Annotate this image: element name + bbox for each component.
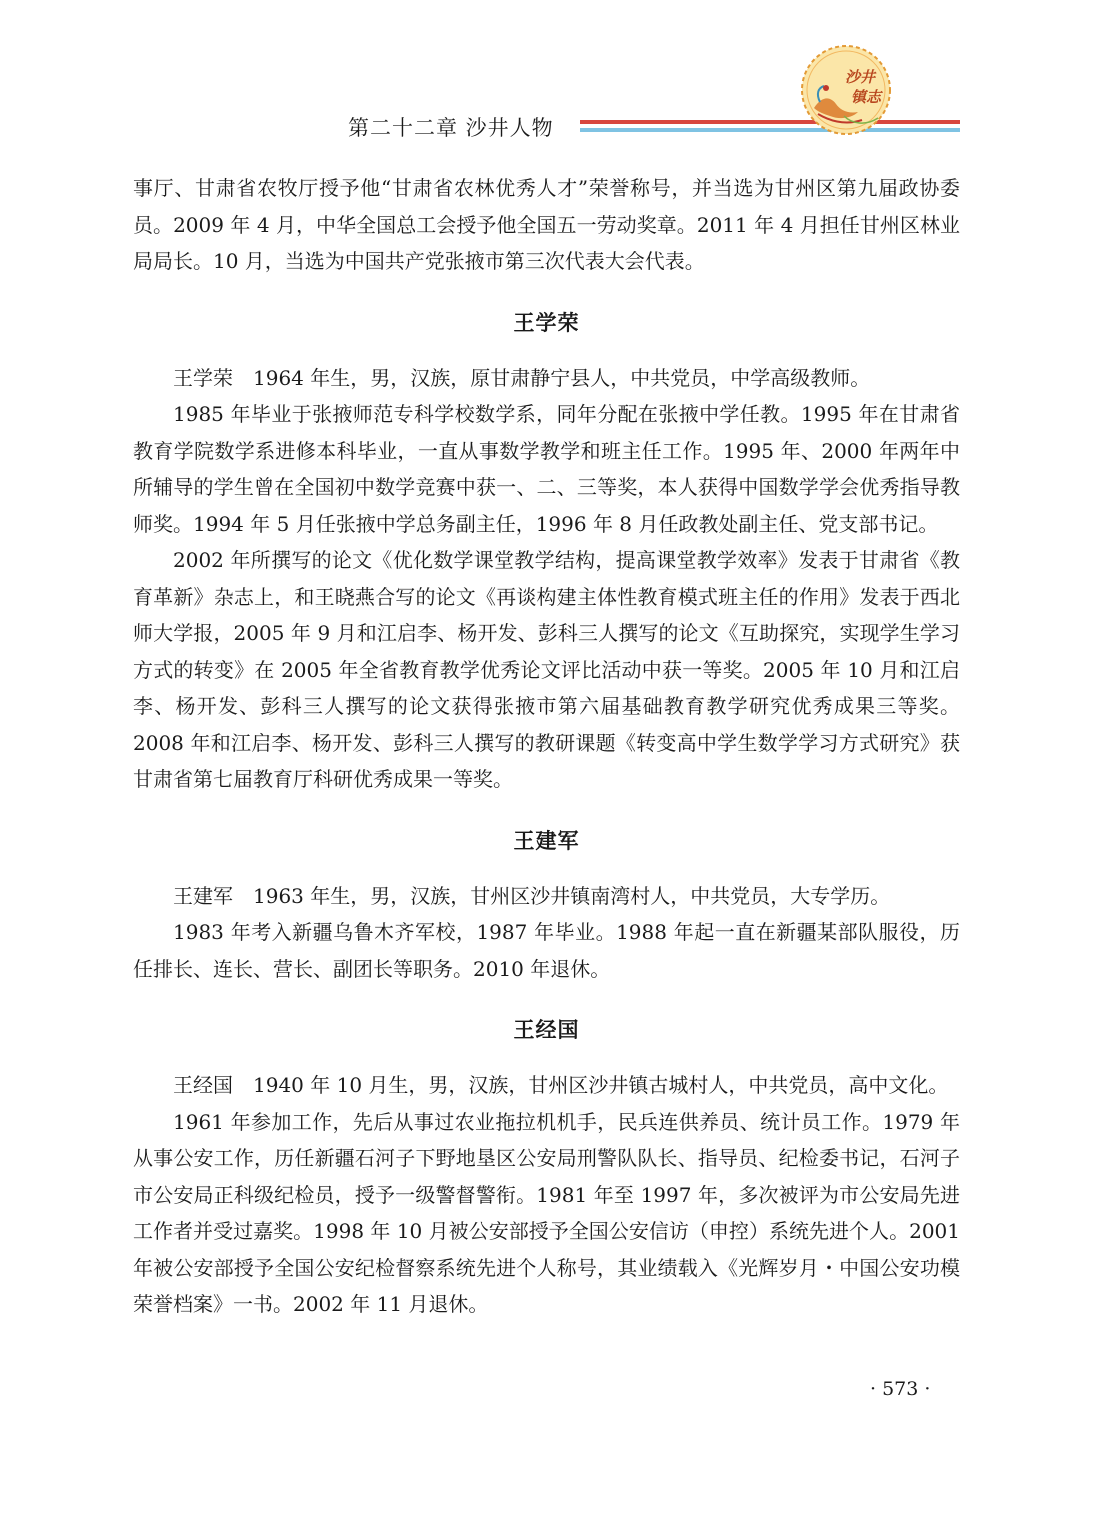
bio-paragraph: 1983 年考入新疆乌鲁木齐军校，1987 年毕业。1988 年起一直在新疆某部队服役，历任排长、连长、营长、副团长等职务。2010 年退休。 bbox=[133, 920, 960, 981]
section-heading-wang-xuerong: 王学荣 bbox=[513, 310, 580, 335]
bio-paragraph: 王建军 1963 年生，男，汉族，甘州区沙井镇南湾村人，中共党员，大专学历。 bbox=[173, 883, 891, 908]
page-number: · 573 · bbox=[870, 1378, 931, 1400]
bio-paragraph: 王学荣 1964 年生，男，汉族，原甘肃静宁县人，中共党员，中学高级教师。 bbox=[173, 365, 871, 390]
header-rule-blue bbox=[580, 128, 960, 132]
section-heading-wang-jianjun: 王建军 bbox=[513, 828, 580, 853]
bio-paragraph: 1961 年参加工作，先后从事过农业拖拉机机手，民兵连供养员、统计员工作。1979 年从事公安工作，历任新疆石河子下野地垦区公安局刑警队队长、指导员、纪检委书记，石河子市公安局正科级纪检员，授予一级警督警衔。1981 年至 1997 年，多次被评为市公安局先进工作者并受过嘉奖。1998 年 10 月被公安部授予全国公安信访（申控）系统先进个人。2001 年被公安部授予全国公安纪检督察系统先进个人称号，其业绩载入《光辉岁月・中国公安功模荣誉档案》一书。2002 年 11 月退休。 bbox=[133, 1109, 960, 1316]
bio-paragraph: 王经国 1940 年 10 月生，男，汉族，甘州区沙井镇古城村人，中共党员，高中文化。 bbox=[173, 1073, 949, 1097]
section-heading-wang-jingguo: 王经国 bbox=[513, 1018, 580, 1042]
page-header bbox=[0, 0, 1093, 150]
bio-paragraph: 2002 年所撰写的论文《优化数学课堂教学结构，提高课堂教学效率》发表于甘肃省《教育革新》杂志上，和王晓燕合写的论文《再谈构建主体性教育模式班主任的作用》发表于西北师大学报，2005 年 9 月和江启李、杨开发、彭科三人撰写的论文《互助探究，实现学生学习方式的转变》在 2005 年全省教育教学优秀论文评比活动中获一等奖。2005 年 10 月和江启李、杨开发、彭科三人撰写的论文获得张掖市第六届基础教育教学研究优秀成果三等奖。2008 年和江启李、杨开发、彭科三人撰写的教研课题《转变高中学生数学学习方式研究》获甘肃省第七届教育厅科研优秀成果一等奖。 bbox=[133, 548, 960, 791]
seal-text-line1: 沙井 bbox=[844, 68, 876, 86]
bio-paragraph: 1985 年毕业于张掖师范专科学校数学系，同年分配在张掖中学任教。1995 年在甘肃省教育学院数学系进修本科毕业，一直从事数学教学和班主任工作。1995 年、2000 年两年中所辅导的学生曾在全国初中数学竞赛中获一、二、三等奖，本人获得中国数学学会优秀指导教师奖。1994 年 5 月任张掖中学总务副主任，1996 年 8 月任政教处副主任、党支部书记。 bbox=[133, 402, 960, 536]
header-rule-red bbox=[580, 120, 960, 124]
gazetteer-seal-logo bbox=[800, 44, 892, 136]
chapter-title: 第二十二章 沙井人物 bbox=[348, 116, 554, 140]
intro-paragraph: 事厅、甘肃省农牧厅授予他“甘肃省农林优秀人才”荣誉称号，并当选为甘州区第九届政协委员。2009 年 4 月，中华全国总工会授予他全国五一劳动奖章。2011 年 4 月担任甘州区林业局局长。10 月，当选为中国共产党张掖市第三次代表大会代表。 bbox=[133, 176, 960, 273]
page-body bbox=[133, 170, 960, 1323]
seal-text-line2: 镇志 bbox=[850, 88, 882, 106]
